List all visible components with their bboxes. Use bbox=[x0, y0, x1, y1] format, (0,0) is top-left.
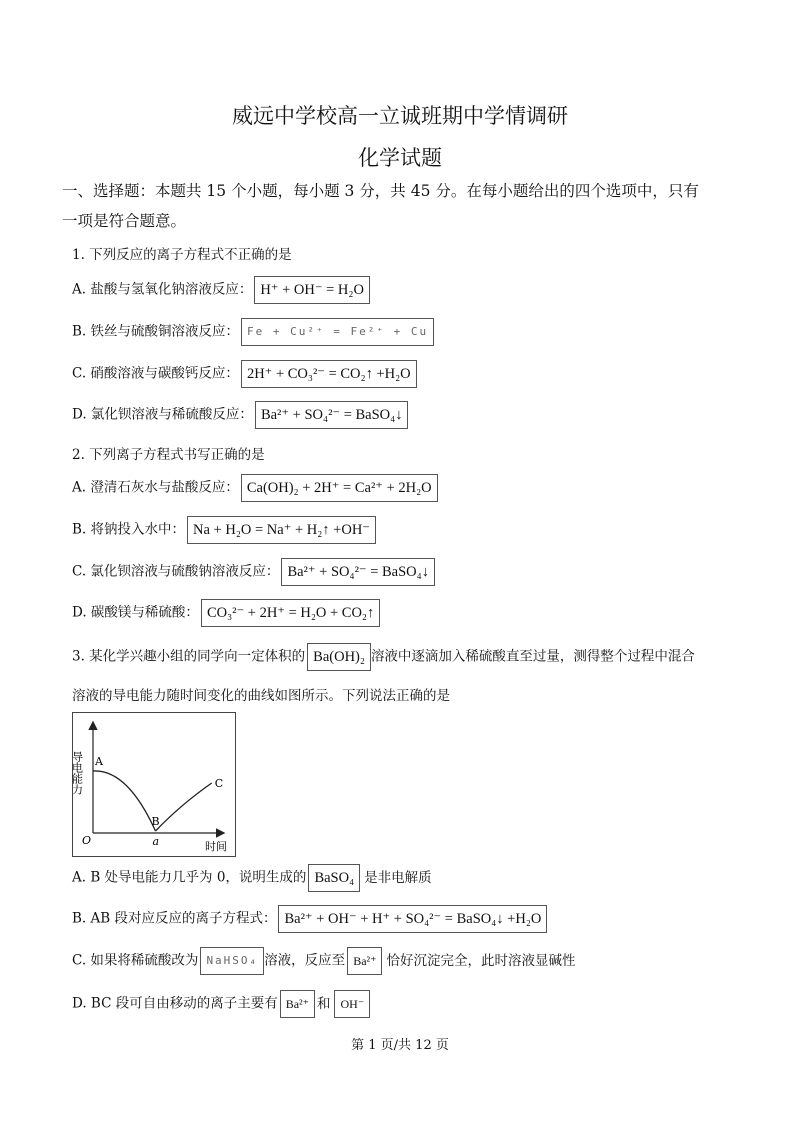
section-instruction-line2: 一项是符合题意。 bbox=[62, 212, 187, 230]
q1-option-d bbox=[72, 401, 408, 429]
q2-c-equation: Ba²⁺ + SO₄²⁻ = BaSO₄↓ bbox=[281, 558, 435, 586]
q3-b-pre: B. AB 段对应反应的离子方程式： bbox=[72, 910, 277, 927]
point-label-b: B bbox=[151, 815, 160, 828]
q2-d-equation: CO₃²⁻ + 2H⁺ = H₂O + CO₂↑ bbox=[201, 599, 380, 627]
q1-b-text: B. 铁丝与硫酸铜溶液反应： bbox=[72, 323, 240, 340]
origin-label: O bbox=[82, 834, 92, 847]
q2-option-a bbox=[72, 474, 438, 502]
q3-d-equation-1: Ba²⁺ bbox=[280, 990, 315, 1018]
q1-d-text: D. 氯化钡溶液与稀硫酸反应： bbox=[72, 406, 253, 423]
y-axis-label: 导电能力 bbox=[70, 751, 84, 795]
q1-a-text: A. 盐酸与氢氧化钠溶液反应： bbox=[72, 281, 253, 298]
q3-stem-pre: 3. 某化学兴趣小组的同学向一定体积的 bbox=[72, 648, 306, 665]
q2-option-d bbox=[72, 599, 380, 627]
q2-b-equation: Na + H₂O = Na⁺ + H₂↑ +OH⁻ bbox=[187, 516, 376, 544]
q3-c-equation-2: Ba²⁺ bbox=[347, 947, 382, 975]
page-subtitle: 化学试题 bbox=[358, 146, 442, 170]
q1-a-equation: H⁺ + OH⁻ = H₂O bbox=[254, 276, 370, 304]
q2-stem: 2. 下列离子方程式书写正确的是 bbox=[72, 447, 265, 463]
q1-option-a bbox=[72, 276, 370, 304]
q3-d-equation-2: OH⁻ bbox=[334, 990, 370, 1018]
curve-segment-bc bbox=[156, 783, 212, 831]
q3-stem-line2: 溶液的导电能力随时间变化的曲线如图所示。下列说法正确的是 bbox=[72, 688, 450, 704]
tick-label-a: a bbox=[152, 835, 160, 848]
q3-stem-post: 溶液中逐滴加入稀硫酸直至过量，测得整个过程中混合 bbox=[370, 648, 695, 665]
q1-option-c bbox=[72, 360, 417, 388]
q2-option-b bbox=[72, 516, 376, 544]
conductivity-chart-svg bbox=[70, 713, 235, 856]
q2-a-equation: Ca(OH)₂ + 2H⁺ = Ca²⁺ + 2H₂O bbox=[241, 474, 438, 502]
q3-a-post: 是非电解质 bbox=[364, 869, 432, 886]
q2-a-text: A. 澄清石灰水与盐酸反应： bbox=[72, 479, 239, 496]
q3-c-pre: C. 如果将稀硫酸改为 bbox=[72, 952, 199, 969]
q1-option-b bbox=[72, 318, 434, 346]
q1-stem: 1. 下列反应的离子方程式不正确的是 bbox=[72, 247, 292, 263]
x-axis-label: 时间 bbox=[205, 840, 227, 853]
section-instruction-line1: 一、选择题：本题共 15 个小题，每小题 3 分，共 45 分。在每小题给出的四个选项中，只有 bbox=[62, 182, 699, 200]
q3-option-b bbox=[72, 905, 547, 933]
q3-c-mid: 溶液，反应至 bbox=[264, 952, 346, 969]
q3-d-pre: D. BC 段可自由移动的离子主要有 bbox=[72, 995, 278, 1012]
q1-c-equation: 2H⁺ + CO₃²⁻ = CO₂↑ +H₂O bbox=[241, 360, 417, 388]
q1-c-text: C. 硝酸溶液与碳酸钙反应： bbox=[72, 365, 239, 382]
q1-b-equation: Fe + Cu²⁺ = Fe²⁺ + Cu bbox=[241, 318, 434, 346]
q2-c-text: C. 氯化钡溶液与硫酸钠溶液反应： bbox=[72, 563, 280, 580]
q3-option-c bbox=[72, 947, 575, 975]
q2-option-c bbox=[72, 558, 435, 586]
conductivity-chart bbox=[72, 712, 236, 857]
q3-stem-line1 bbox=[72, 643, 695, 671]
q3-option-d bbox=[72, 990, 370, 1018]
q3-stem-equation: Ba(OH)₂ bbox=[307, 643, 371, 671]
q1-d-equation: Ba²⁺ + SO₄²⁻ = BaSO₄↓ bbox=[255, 401, 409, 429]
q3-a-pre: A. B 处导电能力几乎为 0，说明生成的 bbox=[72, 869, 307, 886]
page-title: 威远中学校高一立诚班期中学情调研 bbox=[232, 104, 568, 128]
q3-option-a bbox=[72, 864, 432, 892]
q2-b-text: B. 将钠投入水中： bbox=[72, 521, 186, 538]
point-label-a: A bbox=[95, 755, 103, 768]
q3-a-equation: BaSO₄ bbox=[308, 864, 360, 892]
q2-d-text: D. 碳酸镁与稀硫酸： bbox=[72, 604, 199, 621]
q3-d-mid: 和 bbox=[316, 995, 331, 1012]
q3-c-post: 恰好沉淀完全，此时溶液显碱性 bbox=[386, 952, 576, 969]
curve-segment-ab bbox=[93, 771, 156, 831]
q3-c-equation-1: NaHSO₄ bbox=[200, 947, 264, 975]
page-number: 第 1 页/共 12 页 bbox=[351, 1038, 449, 1053]
point-label-c: C bbox=[214, 777, 224, 790]
q3-b-equation: Ba²⁺ + OH⁻ + H⁺ + SO₄²⁻ = BaSO₄↓ +H₂O bbox=[278, 905, 547, 933]
